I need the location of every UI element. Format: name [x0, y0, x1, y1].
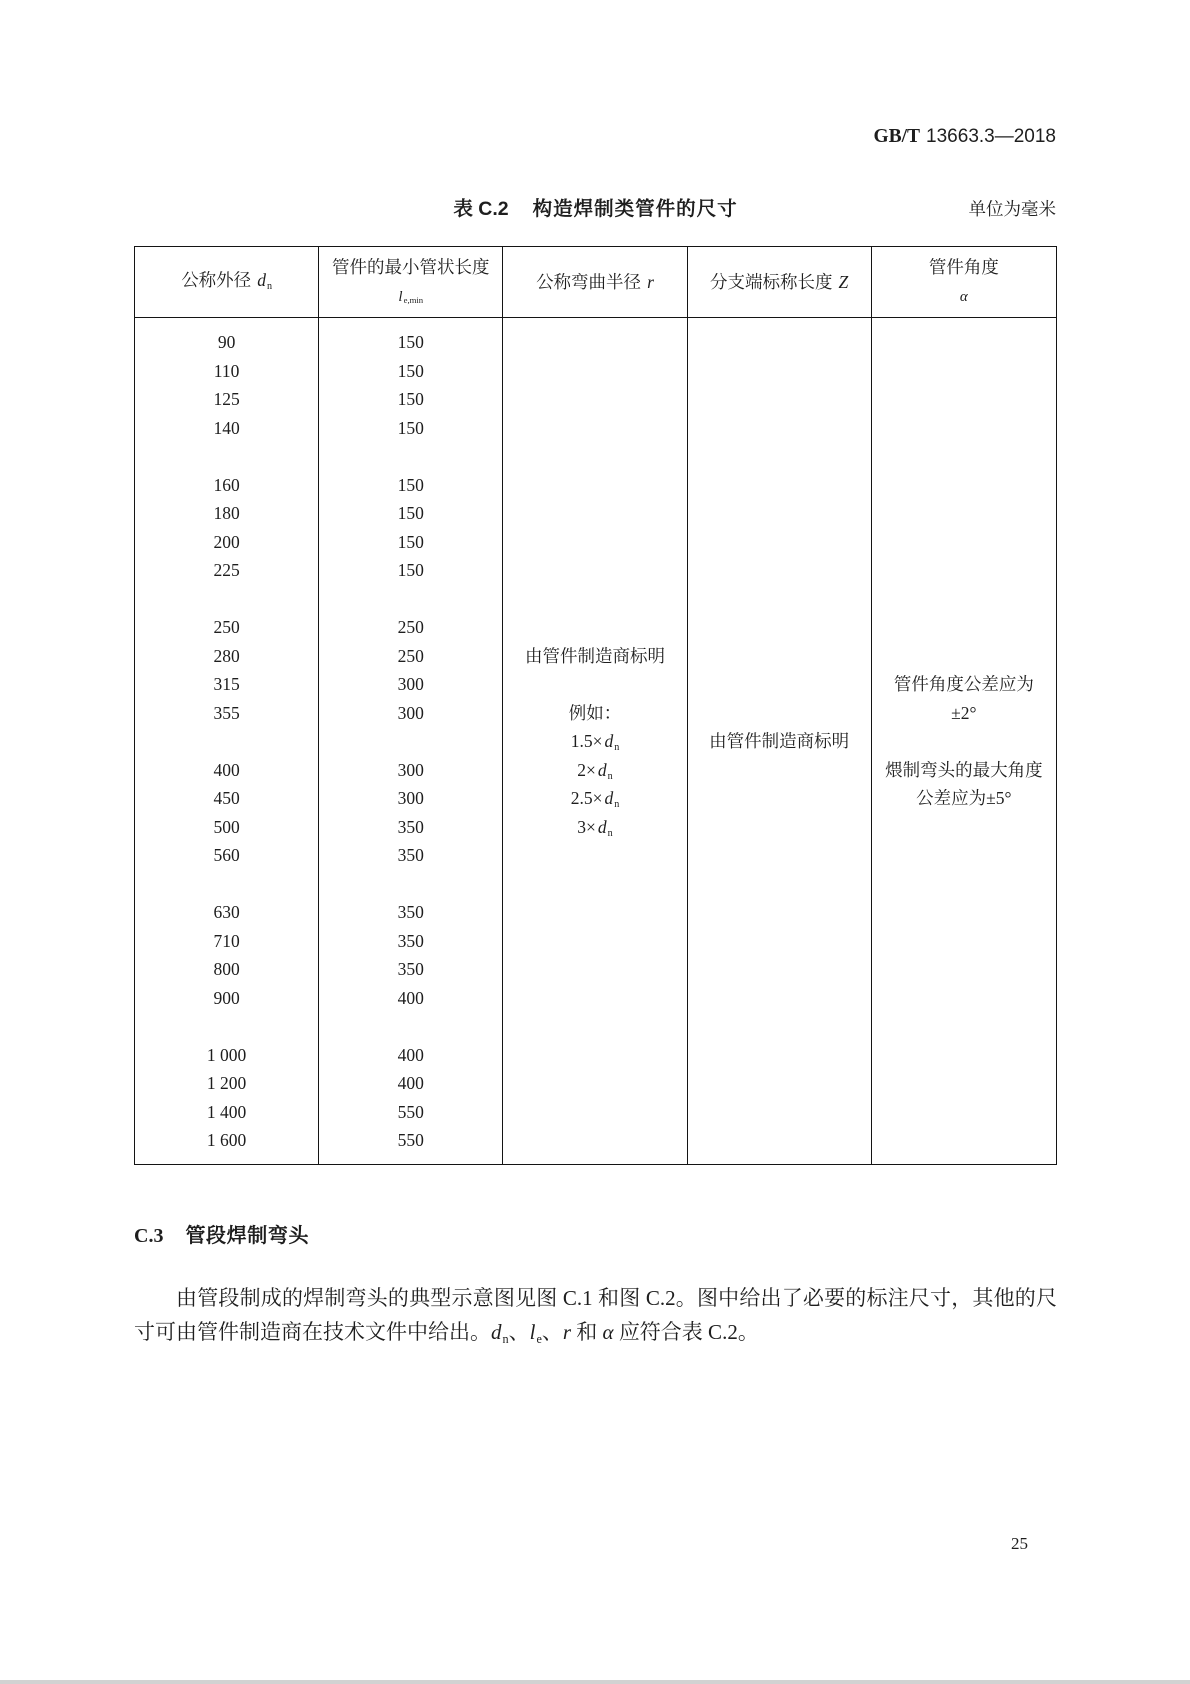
example-subscript: n: [614, 742, 620, 754]
angle-note-line: ±2°: [951, 702, 977, 723]
paragraph-symbol: l: [529, 1320, 536, 1344]
example-symbol: d: [597, 759, 607, 780]
example-factor: 2×: [577, 759, 596, 780]
bend-radius-note: 由管件制造商标明: [524, 645, 665, 666]
bend-radius-example: [503, 813, 686, 846]
dimensions-table: [134, 246, 1057, 1165]
min-tubular-length-value: 550: [397, 1101, 424, 1122]
table-caption: [134, 196, 1057, 222]
header-symbol-line: [398, 282, 423, 313]
angle-note-line: 公差应为±5°: [916, 788, 1012, 808]
min-tubular-length-value: 400: [397, 987, 424, 1008]
nominal-outside-diameter-value: 125: [213, 389, 240, 409]
header-symbol: l: [398, 288, 403, 305]
nominal-outside-diameter-value: 110: [213, 360, 240, 381]
standard-code-prefix: GB/T: [873, 126, 921, 147]
min-tubular-length-column: [319, 318, 503, 1164]
header-text-line: [181, 265, 272, 299]
min-tubular-length-value: 350: [397, 930, 424, 951]
table-body-row: [135, 318, 1056, 1164]
nominal-outside-diameter-value: 450: [213, 788, 240, 808]
standard-code-number: 13663.3—2018: [926, 126, 1056, 147]
branch-length-note: 由管件制造商标明: [709, 731, 850, 751]
nominal-outside-diameter-value: 1 000: [206, 1044, 247, 1065]
header-branch-nominal-length: [688, 247, 872, 317]
nominal-outside-diameter-value: 560: [213, 845, 240, 865]
nominal-outside-diameter-value: 1 600: [206, 1130, 247, 1150]
nominal-outside-diameter-value: 1 200: [206, 1073, 247, 1093]
min-tubular-length-value: 300: [397, 788, 424, 808]
min-tubular-length-value: 150: [397, 332, 424, 352]
nominal-outside-diameter-value: 710: [213, 930, 240, 951]
min-tubular-length-value: 150: [397, 474, 424, 495]
nominal-outside-diameter-value: 225: [213, 560, 240, 580]
paragraph-symbol: d: [491, 1320, 502, 1344]
value-list: [135, 318, 318, 1155]
paragraph-text: 和: [571, 1320, 603, 1344]
header-symbol: α: [959, 289, 968, 305]
nominal-outside-diameter-value: 500: [213, 816, 240, 837]
nominal-outside-diameter-value: 250: [213, 617, 240, 637]
nominal-outside-diameter-value: 355: [213, 702, 240, 723]
nominal-outside-diameter-value: 1 400: [206, 1101, 247, 1122]
min-tubular-length-value: 350: [397, 902, 424, 922]
paragraph-line: 由管段制成的焊制弯头的典型示意图见图 C.1 和图 C.2。图中给出了必要的标注尺寸，其他的尺: [176, 1286, 1057, 1310]
header-symbol: Z: [838, 272, 849, 292]
header-fitting-angle: [872, 247, 1056, 317]
nominal-outside-diameter-value: 630: [213, 902, 240, 922]
page-bottom-edge: [0, 1680, 1190, 1684]
nominal-outside-diameter-value: 160: [213, 474, 240, 495]
nominal-outside-diameter-value: 315: [213, 674, 240, 694]
min-tubular-length-value: 300: [397, 702, 424, 723]
header-nominal-outside-diameter: [135, 247, 319, 317]
nominal-outside-diameter-value: 200: [213, 531, 240, 552]
min-tubular-length-value: 150: [397, 531, 424, 552]
paragraph-line: [134, 1315, 1057, 1352]
min-tubular-length-value: 400: [397, 1044, 424, 1065]
min-tubular-length-value: 150: [397, 417, 424, 438]
min-tubular-length-value: 350: [397, 959, 424, 979]
section-heading: [134, 1223, 309, 1251]
paragraph-subscript: n: [502, 1331, 509, 1346]
header-symbol-subscript: n: [266, 281, 272, 293]
paragraph-text: 寸可由管件制造商在技术文件中给出。: [134, 1320, 491, 1344]
branch-length-column: [688, 318, 872, 1164]
table-unit-note: 单位为毫米: [968, 199, 1056, 219]
section-number: C.3: [134, 1225, 164, 1247]
header-text-line: [536, 267, 654, 297]
nominal-outside-diameter-value: 280: [213, 645, 240, 666]
paragraph-symbol: r: [562, 1320, 572, 1344]
body-paragraph: [134, 1281, 1057, 1352]
angle-note-line: 煨制弯头的最大角度: [885, 759, 1043, 780]
bend-radius-example-label: 例如：: [568, 702, 622, 723]
example-subscript: n: [607, 827, 613, 839]
paragraph-symbol: α: [602, 1320, 614, 1344]
bend-radius-column: [503, 318, 687, 1164]
table-header-row: [135, 247, 1056, 318]
header-symbol-line: [960, 282, 968, 312]
header-text-line: [710, 267, 848, 297]
table-caption-title: 构造焊制类管件的尺寸: [532, 198, 738, 220]
example-subscript: n: [614, 799, 620, 811]
min-tubular-length-value: 150: [397, 389, 424, 409]
header-symbol-subscript: e,min: [403, 295, 424, 306]
min-tubular-length-value: 150: [397, 560, 424, 580]
example-subscript: n: [607, 770, 613, 782]
running-header: [873, 124, 1056, 150]
min-tubular-length-value: 150: [397, 503, 424, 523]
header-nominal-bend-radius: [503, 247, 687, 317]
example-factor: 1.5×: [570, 731, 603, 751]
page-number: 25: [1011, 1534, 1028, 1553]
min-tubular-length-value: 350: [397, 845, 424, 865]
section-title: 管段焊制弯头: [185, 1225, 310, 1247]
nominal-outside-diameter-value: 90: [217, 332, 236, 352]
header-label: 公称外径: [181, 270, 252, 290]
example-symbol: d: [604, 731, 614, 751]
header-symbol: r: [647, 272, 654, 292]
header-label: 管件的最小管状长度: [332, 256, 490, 277]
header-min-tubular-length: [319, 247, 503, 317]
angle-note-line: 管件角度公差应为: [893, 674, 1034, 694]
nominal-outside-diameter-value: 900: [213, 987, 240, 1008]
example-symbol: d: [604, 788, 614, 808]
min-tubular-length-value: 550: [397, 1130, 424, 1150]
paragraph-text: 、: [541, 1320, 563, 1344]
table-caption-label: 表 C.2: [453, 198, 509, 220]
min-tubular-length-value: 250: [397, 617, 424, 637]
min-tubular-length-value: 400: [397, 1073, 424, 1093]
header-label: 分支端标称长度: [710, 272, 833, 292]
min-tubular-length-value: 300: [397, 674, 424, 694]
paragraph-text: 、: [508, 1320, 530, 1344]
paragraph-text: 应符合表 C.2。: [613, 1320, 759, 1344]
min-tubular-length-value: 250: [397, 645, 424, 666]
nominal-outside-diameter-column: [135, 318, 319, 1164]
nominal-outside-diameter-value: 140: [213, 417, 240, 438]
header-label: 管件角度: [928, 257, 999, 277]
min-tubular-length-value: 150: [397, 360, 424, 381]
paragraph-subscript: e: [536, 1331, 542, 1346]
header-symbol: d: [257, 270, 266, 290]
fitting-angle-column: [872, 318, 1056, 1164]
nominal-outside-diameter-value: 180: [213, 503, 240, 523]
example-factor: 2.5×: [570, 788, 603, 808]
min-tubular-length-value: 300: [397, 759, 424, 780]
example-factor: 3×: [577, 816, 596, 837]
min-tubular-length-value: 350: [397, 816, 424, 837]
nominal-outside-diameter-value: 400: [213, 759, 240, 780]
nominal-outside-diameter-value: 800: [213, 959, 240, 979]
value-list: [319, 318, 502, 1155]
example-symbol: d: [597, 816, 607, 837]
header-label: 公称弯曲半径: [536, 272, 642, 292]
